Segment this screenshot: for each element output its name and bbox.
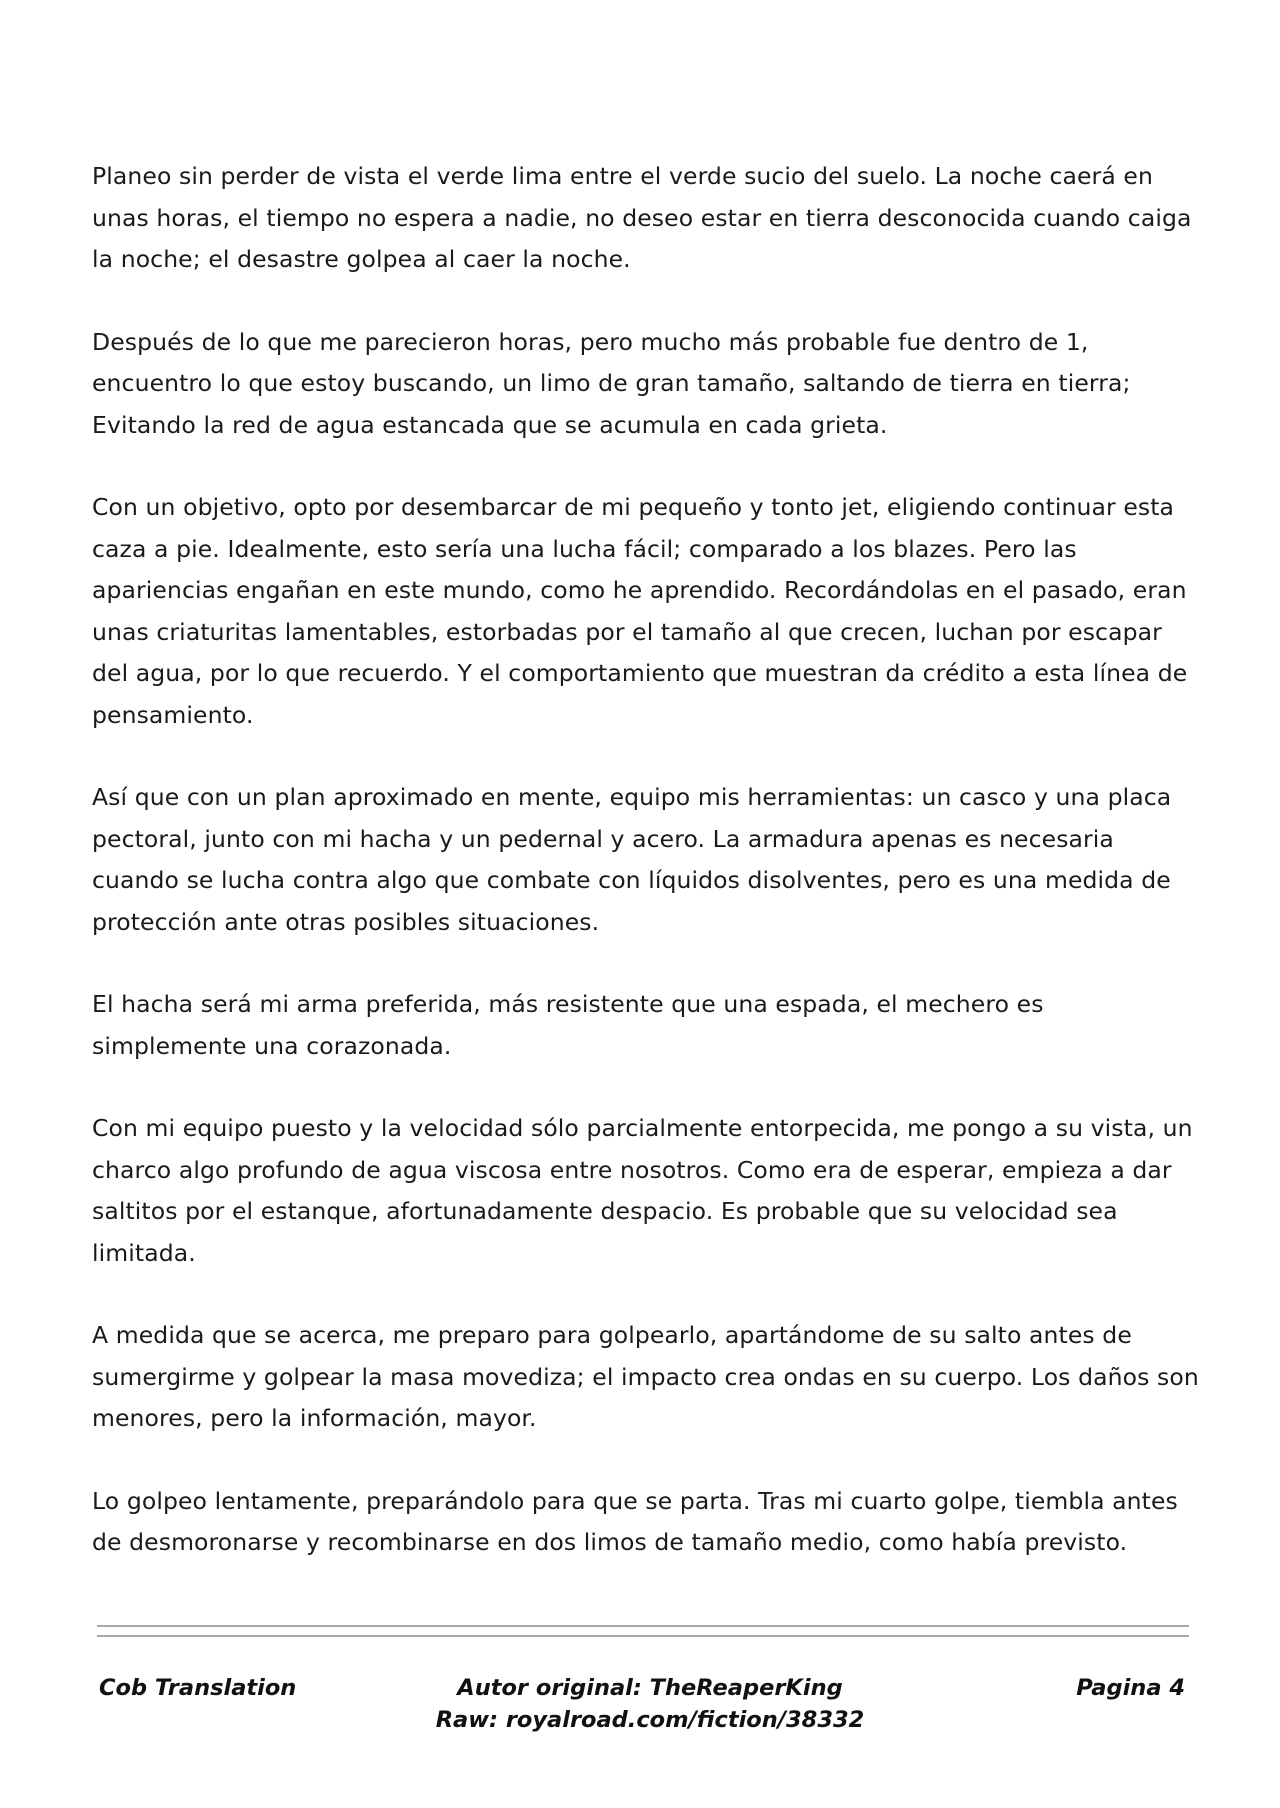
paragraph-2: Después de lo que me parecieron horas, pero mucho más probable fue dentro de 1, encuentro lo que estoy buscando, un limo de gran tamaño, saltando de tierra en tierra; Evitando la red de agua estancada que se acumula en cada grieta. [92, 327, 1131, 439]
footer-raw-source: Raw: royalroad.com/fiction/38332 [435, 1707, 865, 1733]
footer-translator: Cob Translation [99, 1675, 297, 1701]
paragraph-3: Con un objetivo, opto por desembarcar de mi pequeño y tonto jet, eligiendo continuar esta caza a pie. Idealmente, esto sería una lucha fácil; comparado a los blazes. Pero las apariencias engañan en este mundo, como he aprendido. Recordándolas en el pasado, eran unas criaturitas lamentables, estorbadas por el tamaño al que crecen, luchan por escapar del agua, por lo que recuerdo. Y el comportamiento que muestran da crédito a esta línea de pensamiento. [92, 493, 1188, 729]
footer-page-number: Pagina 4 [1076, 1675, 1185, 1701]
paragraph-6: Con mi equipo puesto y la velocidad sólo parcialmente entorpecida, me pongo a su vista, un charco algo profundo de agua viscosa entre nosotros. Como era de esperar, empieza a dar saltitos por el estanque, afortunadamente despacio. Es probable que su velocidad sea limitada. [92, 1114, 1193, 1267]
paragraph-1: Planeo sin perder de vista el verde lima entre el verde sucio del suelo. La noche caerá en unas horas, el tiempo no espera a nadie, no deseo estar en tierra desconocida cuando caiga la noche; el desastre golpea al caer la noche. [92, 162, 1192, 273]
footer-original-author: Autor original: TheReaperKing [457, 1675, 843, 1701]
paragraph-8: Lo golpeo lentamente, preparándolo para que se parta. Tras mi cuarto golpe, tiembla antes de desmoronarse y recombinarse en dos limos de tamaño medio, como había previsto. [92, 1486, 1178, 1556]
paragraph-7: A medida que se acerca, me preparo para golpearlo, apartándome de su salto antes de sumergirme y golpear la masa movediza; el impacto crea ondas en su cuerpo. Los daños son menores, pero la información, mayor. [92, 1321, 1199, 1432]
footer-divider-bottom [97, 1635, 1189, 1637]
paragraph-4: Así que con un plan aproximado en mente, equipo mis herramientas: un casco y una placa pectoral, junto con mi hacha y un pedernal y acero. La armadura apenas es necesaria cuando se lucha contra algo que combate con líquidos disolventes, pero es una medida de protección ante otras posibles situaciones. [92, 783, 1172, 936]
body-text [92, 156, 1200, 1605]
footer-divider-top [97, 1625, 1189, 1627]
paragraph-5: El hacha será mi arma preferida, más resistente que una espada, el mechero es simplemente una corazonada. [92, 990, 1044, 1060]
footer-credits [340, 1672, 960, 1736]
